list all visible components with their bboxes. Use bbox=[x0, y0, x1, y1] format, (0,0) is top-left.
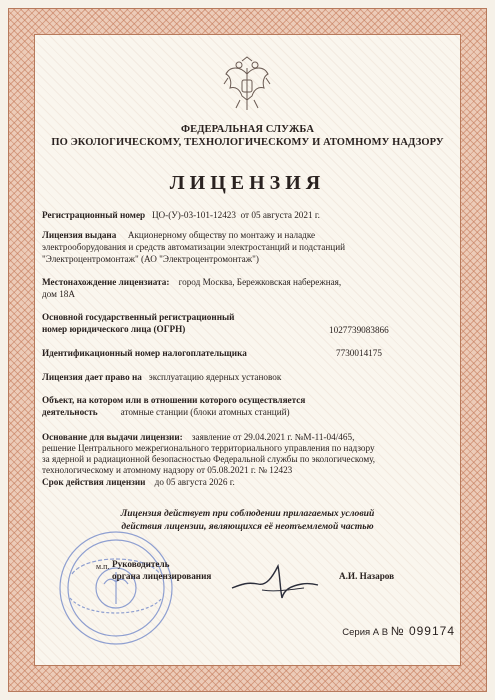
issued-to-line2: электрооборудования и средств автоматизации электростанций и подстанций bbox=[42, 242, 346, 252]
location-label: Местонахождение лицензиата: bbox=[42, 277, 170, 287]
right-row bbox=[42, 372, 281, 384]
right-label: Лицензия дает право на bbox=[42, 372, 142, 382]
agency-name-line2: ПО ЭКОЛОГИЧЕСКОМУ, ТЕХНОЛОГИЧЕСКОМУ И АТОМНОМУ НАДЗОРУ bbox=[51, 137, 444, 148]
issued-to-label: Лицензия выдана bbox=[42, 230, 117, 240]
registration-number: ЦО-(У)-03-101-12423 bbox=[152, 210, 236, 220]
registration-row bbox=[42, 210, 320, 222]
document-title: ЛИЦЕНЗИЯ bbox=[169, 172, 326, 194]
ogrn-label-line1: Основной государственный регистрационный bbox=[42, 312, 235, 322]
location-row bbox=[42, 277, 341, 289]
signatory-role-line1: Руководитель bbox=[112, 559, 170, 569]
seal-mark: м.п. bbox=[96, 562, 110, 571]
license-content bbox=[34, 34, 461, 666]
object-label-line2: деятельность bbox=[42, 407, 98, 417]
double-headed-eagle-icon bbox=[222, 56, 272, 112]
basis-label: Основание для выдачи лицензии: bbox=[42, 432, 183, 442]
signature-icon bbox=[222, 554, 322, 604]
registration-label: Регистрационный номер bbox=[42, 210, 146, 220]
series-label: Серия bbox=[342, 627, 371, 638]
ogrn-label-line2: номер юридического лица (ОГРН) bbox=[42, 324, 186, 334]
basis-line3: за ядерной и радиационной безопасностью Федеральной службы по экологическому, bbox=[42, 454, 376, 464]
location-line1: город Москва, Бережковская набережная, bbox=[178, 277, 342, 287]
issued-to-line1: Акционерному обществу по монтажу и наладке bbox=[127, 230, 316, 240]
form-series bbox=[342, 624, 455, 638]
basis-line1: заявление от 29.04.2021 г. №М-11-04/465, bbox=[191, 432, 355, 442]
validity-label: Срок действия лицензии bbox=[42, 477, 146, 487]
issued-to-row bbox=[42, 230, 315, 242]
right-value: эксплуатацию ядерных установок bbox=[148, 372, 282, 382]
series-letters: А В bbox=[372, 627, 389, 638]
ogrn-value: 1027739083866 bbox=[329, 325, 389, 335]
issued-to-line3: "Электроцентромонтаж" (АО "Электроцентромонтаж") bbox=[42, 254, 259, 264]
validity-value: до 05 августа 2026 г. bbox=[154, 477, 235, 487]
inn-label: Идентификационный номер налогоплательщика bbox=[42, 348, 247, 358]
conditions-note-line1: Лицензия действует при соблюдении прилагаемых условий bbox=[120, 508, 375, 519]
validity-row bbox=[42, 477, 235, 489]
basis-line4: технологическому и атомному надзору от 05.08.2021 г. № 12423 bbox=[42, 465, 293, 475]
conditions-note-line2: действия лицензии, являющихся её неотъемлемой частью bbox=[121, 521, 374, 532]
registration-date: от 05 августа 2021 г. bbox=[240, 210, 320, 220]
object-row bbox=[42, 407, 290, 419]
location-line2: дом 18А bbox=[42, 289, 76, 299]
basis-row bbox=[42, 432, 354, 444]
object-value: атомные станции (блоки атомных станций) bbox=[120, 407, 290, 417]
basis-line2: решение Центрального межрегионального территориального управления по надзору bbox=[42, 443, 375, 453]
signatory-name: А.И. Назаров bbox=[339, 571, 395, 581]
agency-name-line1: ФЕДЕРАЛЬНАЯ СЛУЖБА bbox=[180, 124, 315, 135]
signatory-role-line2: органа лицензирования bbox=[112, 571, 212, 581]
inn-value: 7730014175 bbox=[336, 348, 382, 358]
object-label-line1: Объект, на котором или в отношении которого осуществляется bbox=[42, 395, 306, 405]
series-number: № 099174 bbox=[390, 624, 455, 638]
official-seal-icon bbox=[56, 528, 176, 648]
